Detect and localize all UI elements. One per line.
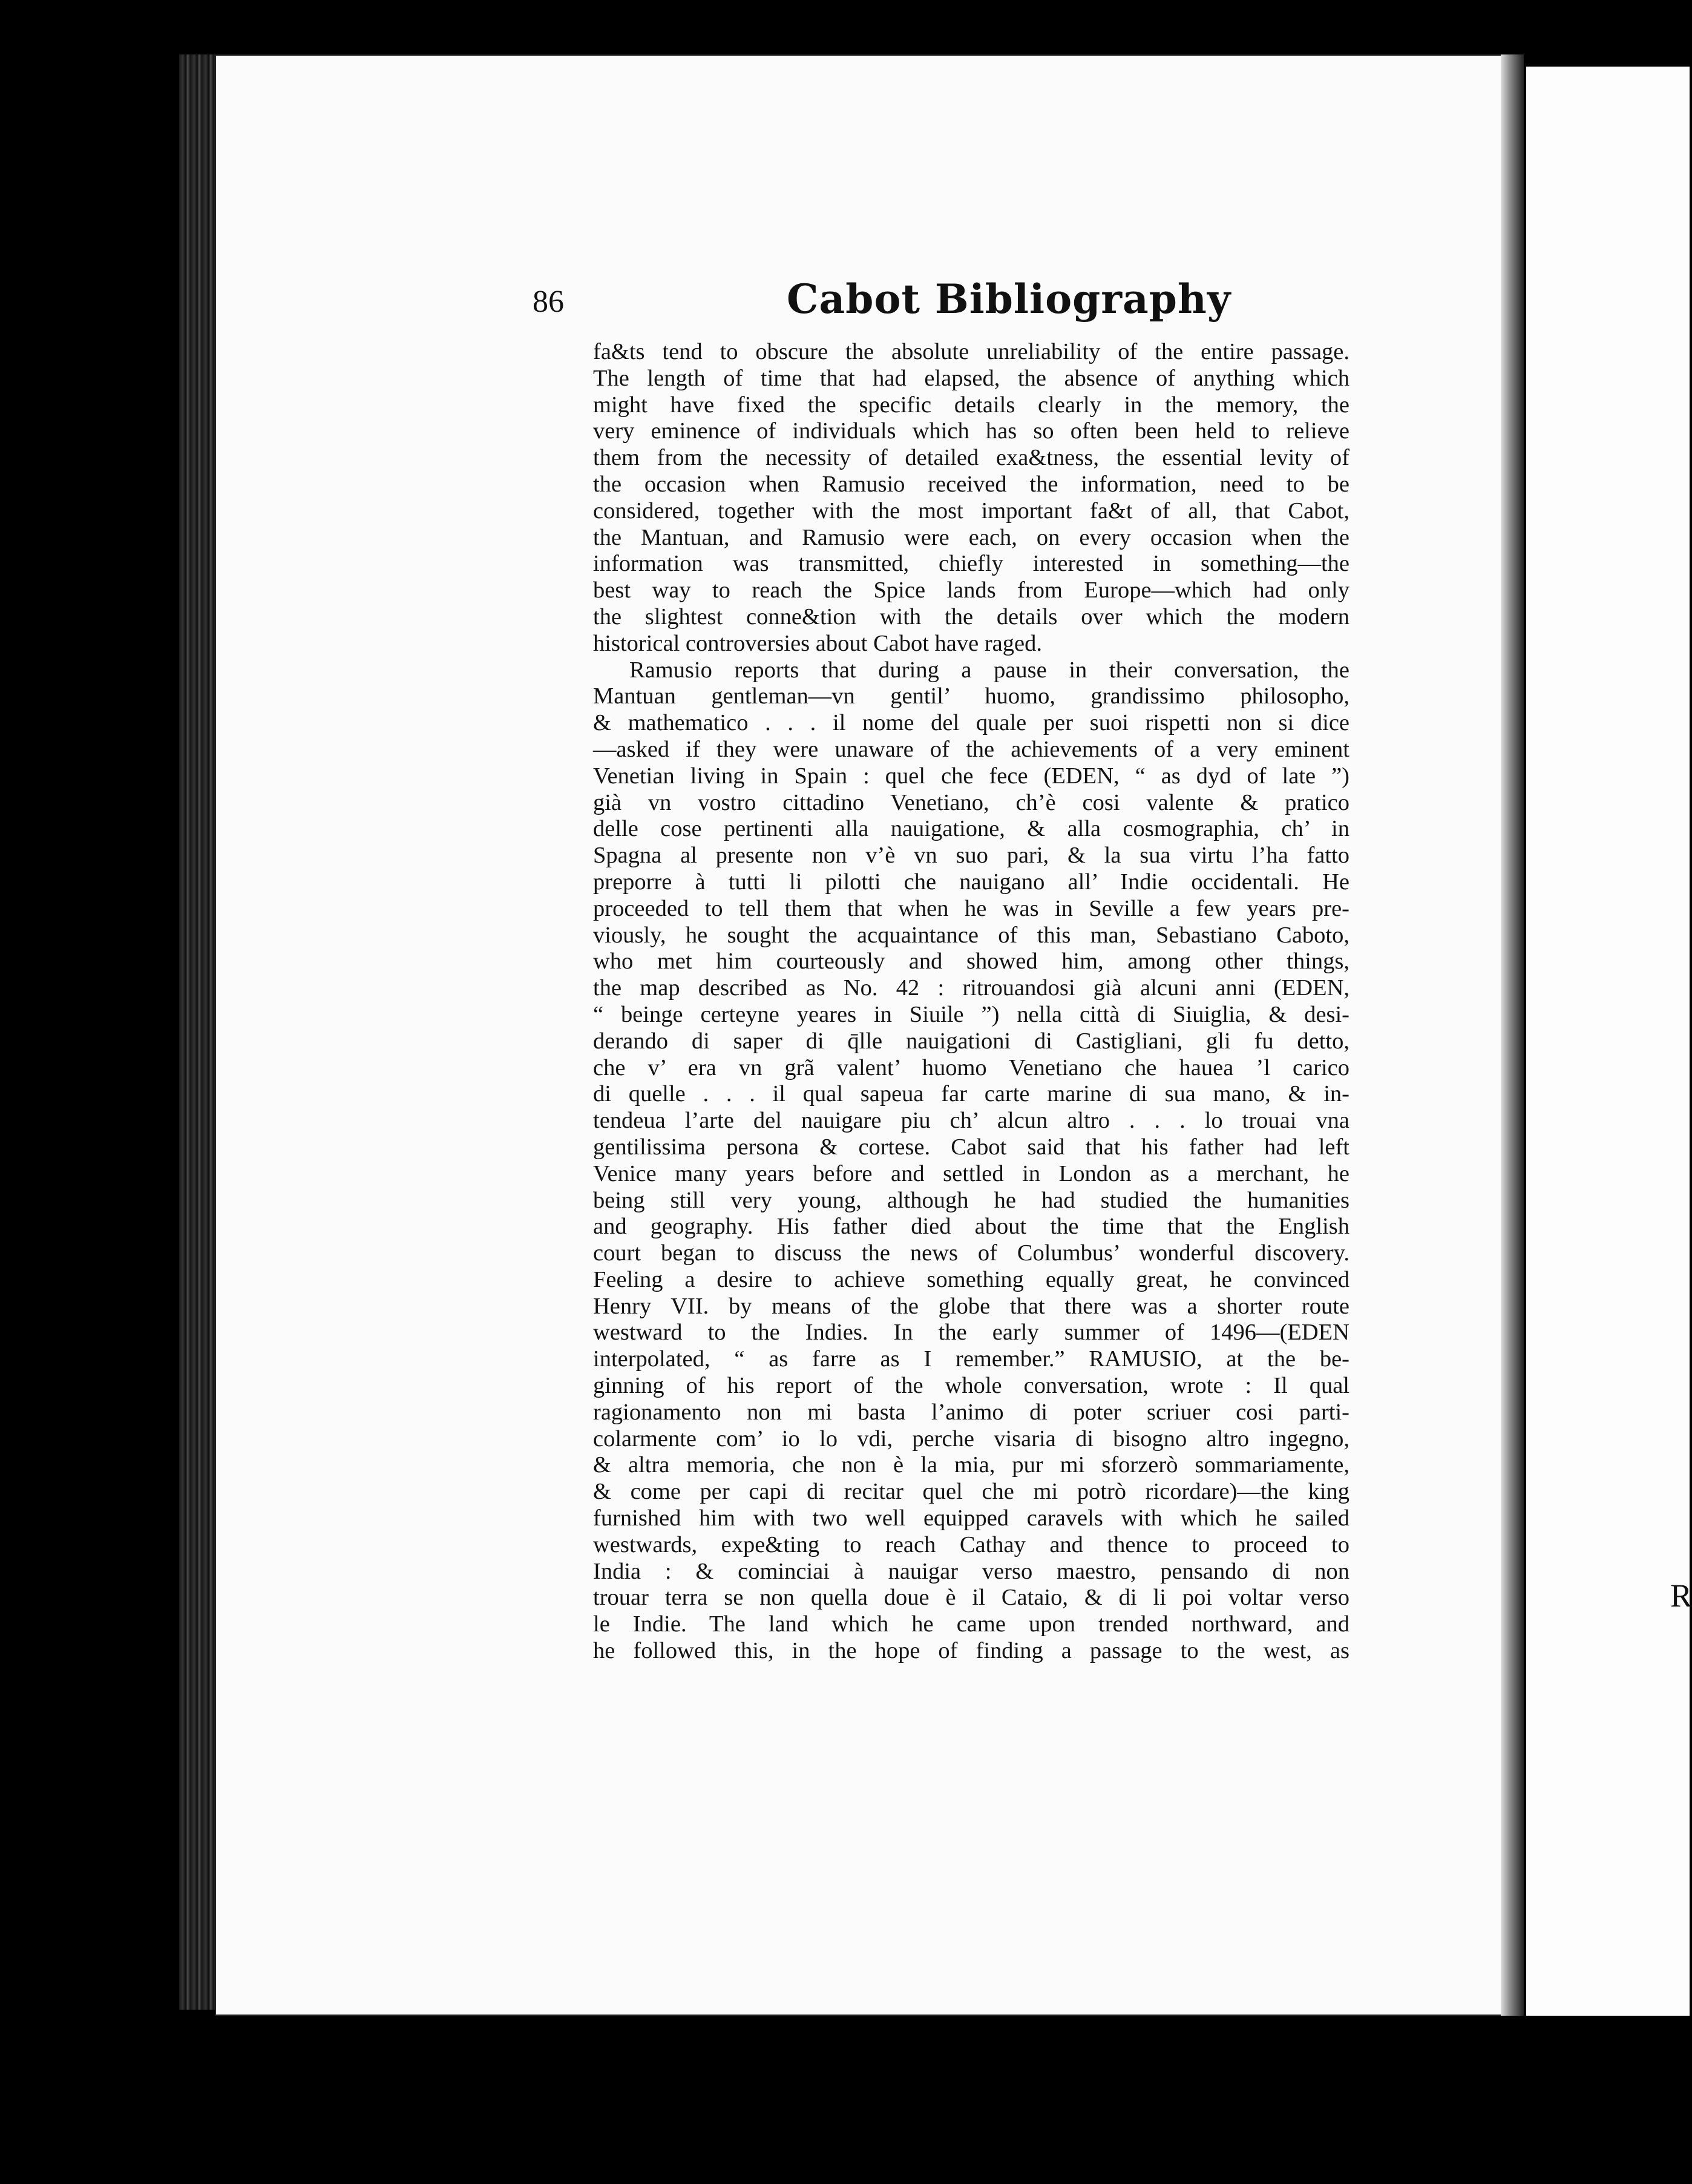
facing-page — [1524, 67, 1690, 2016]
text-line: information was transmitted, chiefly interested in something—the — [593, 551, 1349, 577]
text-line: preporre à tutti li pilotti che nauigano all’ Indie occidentali. He — [593, 869, 1349, 895]
text-line: colarmente com’ io lo vdi, perche visaria di bisogno altro ingegno, — [593, 1426, 1349, 1452]
text-line: Ramusio reports that during a pause in their conversation, the — [629, 657, 1349, 683]
scan-left-edge — [0, 0, 182, 2184]
page-number: 86 — [533, 285, 564, 319]
text-line: westwards, expe&ting to reach Cathay and thence to proceed to — [593, 1531, 1349, 1557]
text-line: trouar terra se non quella doue è il Cataio, & di li poi voltar verso — [593, 1585, 1349, 1611]
text-line: & altra memoria, che non è la mia, pur mi sforzerò sommariamente, — [593, 1452, 1349, 1478]
text-line: fa&ts tend to obscure the absolute unreliability of the entire passage. — [593, 339, 1349, 364]
text-line: proceeded to tell them that when he was in Seville a few years pre- — [593, 895, 1349, 921]
text-line: westward to the Indies. In the early summer of 1496—(EDEN — [593, 1320, 1349, 1346]
text-line: considered, together with the most important fa&t of all, that Cabot, — [593, 498, 1349, 524]
text-line: India : & cominciai à nauigar verso maestro, pensando di non — [593, 1558, 1349, 1584]
text-line: very eminence of individuals which has so often been held to relieve — [593, 418, 1349, 444]
text-line: and geography. His father died about the time that the English — [593, 1214, 1349, 1240]
facing-page-letter: R — [1670, 1577, 1692, 1614]
text-line: già vn vostro cittadino Venetiano, ch’è cosi valente & pratico — [593, 789, 1349, 815]
text-line: he followed this, in the hope of finding a passage to the west, as — [593, 1638, 1349, 1664]
text-line: the slightest conne&tion with the details over which the modern — [593, 604, 1349, 630]
text-line: Venice many years before and settled in London as a merchant, he — [593, 1160, 1349, 1186]
text-line: court began to discuss the news of Columbus’ wonderful discovery. — [593, 1240, 1349, 1266]
text-line: the map described as No. 42 : ritrouandosi già alcuni anni (EDEN, — [593, 975, 1349, 1001]
text-line: derando di saper di q̄lle nauigationi di Castigliani, gli fu detto, — [593, 1028, 1349, 1054]
text-line: & mathematico . . . il nome del quale per suoi rispetti non si dice — [593, 710, 1349, 736]
text-line: the Mantuan, and Ramusio were each, on every occasion when the — [593, 524, 1349, 550]
text-line: ragionamento non mi basta l’animo di poter scriuer cosi parti- — [593, 1399, 1349, 1425]
running-head: Cabot Bibliography — [787, 275, 1231, 323]
text-line: di quelle . . . il qual sapeua far carte marine di sua mano, & in- — [593, 1081, 1349, 1107]
text-line: ginning of his report of the whole conversation, wrote : Il qual — [593, 1373, 1349, 1399]
page-header — [533, 275, 1440, 330]
text-line: “ beinge certeyne yeares in Siuile ”) nella città di Siuiglia, & desi- — [593, 1001, 1349, 1027]
text-line: historical controversies about Cabot have raged. — [593, 630, 1042, 656]
text-line: che v’ era vn grã valent’ huomo Venetiano che hauea ’l carico — [593, 1054, 1349, 1080]
text-line: best way to reach the Spice lands from Europe—which had only — [593, 577, 1349, 604]
text-line: furnished him with two well equipped caravels with which he sailed — [593, 1505, 1349, 1531]
text-line: le Indie. The land which he came upon trended northward, and — [593, 1611, 1349, 1637]
text-line: & come per capi di recitar quel che mi potrò ricordare)—the king — [593, 1479, 1349, 1505]
text-line: Spagna al presente non v’è vn suo pari, & la sua virtu l’ha fatto — [593, 843, 1349, 869]
text-line: Venetian living in Spain : quel che fece (EDEN, “ as dyd of late ”) — [593, 763, 1349, 789]
text-line: being still very young, although he had studied the humanities — [593, 1187, 1349, 1213]
text-line: The length of time that had elapsed, the absence of anything which — [593, 365, 1349, 391]
text-line: —asked if they were unaware of the achievements of a very eminent — [593, 736, 1349, 762]
text-line: them from the necessity of detailed exa&tness, the essential levity of — [593, 445, 1349, 471]
text-line: interpolated, “ as farre as I remember.” RAMUSIO, at the be- — [593, 1346, 1349, 1372]
text-line: tendeua l’arte del nauigare piu ch’ alcun altro . . . lo trouai vna — [593, 1108, 1349, 1134]
text-line: Henry VII. by means of the globe that there was a shorter route — [593, 1293, 1349, 1319]
text-line: delle cose pertinenti alla nauigatione, & alla cosmographia, ch’ in — [593, 816, 1349, 842]
text-line: viously, he sought the acquaintance of this man, Sebastiano Caboto, — [593, 922, 1349, 948]
book-gutter — [1501, 54, 1524, 2016]
text-line: might have fixed the specific details clearly in the memory, the — [593, 392, 1349, 418]
text-line: gentilissima persona & cortese. Cabot said that his father had left — [593, 1134, 1349, 1160]
text-line: Mantuan gentleman—vn gentil’ huomo, grandissimo philosopho, — [593, 683, 1349, 709]
body-text — [593, 339, 1349, 1665]
text-line: who met him courteously and showed him, among other things, — [593, 949, 1349, 975]
text-line: the occasion when Ramusio received the information, need to be — [593, 471, 1349, 497]
text-line: Feeling a desire to achieve something equally great, he convinced — [593, 1266, 1349, 1292]
